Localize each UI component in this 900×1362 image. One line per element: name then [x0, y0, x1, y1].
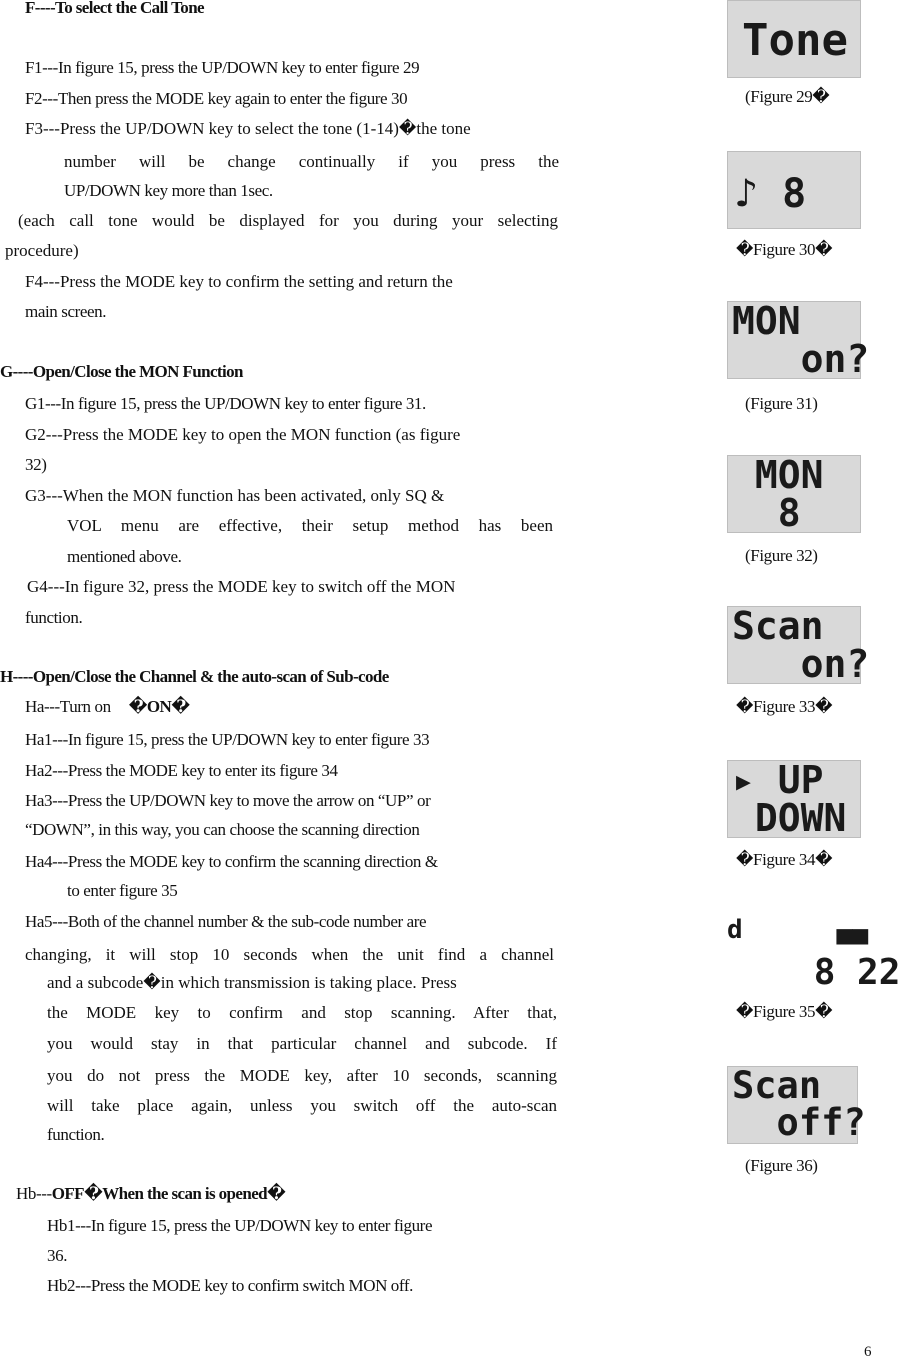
figure-32-lcd-line2: 8 — [732, 491, 801, 535]
step-g4-line1: G4---In figure 32, press the MODE key to switch off the MON — [27, 577, 456, 596]
figure-35-lcd-line1: d ▄▄ — [727, 915, 868, 945]
figure-33-lcd-line1: Scan — [732, 604, 824, 648]
step-f4-line1: F4---Press the MODE key to confirm the setting and return the — [25, 272, 453, 291]
step-hb-title: OFF�When the scan is opened� — [51, 1184, 286, 1203]
step-hb-label: Hb--- — [16, 1184, 52, 1203]
figure-34-lcd-line2: DOWN — [732, 796, 847, 840]
figure-34-caption: �Figure 34� — [736, 850, 833, 869]
section-f-heading: F----To select the Call Tone — [25, 0, 204, 17]
step-f4-line2: main screen. — [25, 302, 107, 321]
figure-31-caption: (Figure 31) — [745, 394, 818, 413]
figure-36-lcd — [727, 1064, 866, 1144]
note-line2: procedure) — [5, 241, 79, 260]
step-ha5-line8: function. — [47, 1125, 105, 1144]
step-ha5-line7: will take place again, unless you switch off the auto-scan — [47, 1096, 557, 1115]
step-hb2: Hb2---Press the MODE key to confirm switch MON off. — [47, 1276, 413, 1295]
step-g3-line3: mentioned above. — [67, 547, 182, 566]
figure-35-lcd-line2: 8 22 — [727, 952, 900, 993]
figure-31-lcd — [727, 299, 870, 381]
step-g3-line2: VOL menu are effective, their setup method has been — [67, 516, 553, 535]
step-ha — [25, 697, 190, 717]
figure-32-lcd — [727, 455, 861, 533]
step-ha3-line2: “DOWN”, in this way, you can choose the scanning direction — [25, 820, 420, 839]
figure-34-lcd — [727, 760, 861, 838]
step-ha3-line1: Ha3---Press the UP/DOWN key to move the arrow on “UP” or — [25, 791, 431, 810]
step-ha2: Ha2---Press the MODE key to enter its figure 34 — [25, 761, 338, 780]
step-ha-label: Ha---Turn on — [25, 697, 111, 716]
step-f1: F1---In figure 15, press the UP/DOWN key to enter figure 29 — [25, 58, 420, 77]
step-hb1-line1: Hb1---In figure 15, press the UP/DOWN key to enter figure — [47, 1216, 433, 1235]
figure-35-caption: �Figure 35� — [736, 1002, 833, 1021]
step-ha4-line2: to enter figure 35 — [67, 881, 178, 900]
step-ha5-line3: and a subcode�in which transmission is taking place. Press — [47, 973, 457, 992]
figure-29-caption: (Figure 29� — [745, 87, 830, 106]
step-ha5-line4: the MODE key to confirm and stop scanning. After that, — [47, 1003, 557, 1022]
figure-32-lcd-line1: MON — [732, 453, 824, 497]
step-f2: F2---Then press the MODE key again to enter the figure 30 — [25, 89, 408, 108]
step-ha5-line1: Ha5---Both of the channel number & the sub-code number are — [25, 912, 427, 931]
figure-36-caption: (Figure 36) — [745, 1156, 818, 1175]
step-ha5-line2: changing, it will stop 10 seconds when the unit find a channel — [25, 945, 554, 964]
step-f3-line3: UP/DOWN key more than 1sec. — [64, 181, 273, 200]
step-g1: G1---In figure 15, press the UP/DOWN key to enter figure 31. — [25, 394, 426, 413]
step-ha1: Ha1---In figure 15, press the UP/DOWN key to enter figure 33 — [25, 730, 430, 749]
step-g2-line1: G2---Press the MODE key to open the MON function (as figure — [25, 425, 461, 444]
figure-30-lcd-text: ♪ 8 — [734, 171, 807, 217]
note-line1: (each call tone would be displayed for you during your selecting — [18, 211, 558, 230]
step-ha-on: �ON� — [128, 697, 190, 716]
step-hb1-line2: 36. — [47, 1246, 68, 1265]
step-f3-line2: number will be change continually if you press the — [64, 152, 559, 171]
step-ha4-line1: Ha4---Press the MODE key to confirm the scanning direction & — [25, 852, 438, 871]
figure-33-lcd-line2: on? — [732, 642, 870, 686]
figure-29-lcd — [727, 0, 861, 78]
figure-31-lcd-line1: MON — [732, 299, 801, 343]
section-h-heading: H----Open/Close the Channel & the auto-scan of Sub-code — [0, 667, 389, 686]
step-ha5-line5: you would stay in that particular channel and subcode. If — [47, 1034, 557, 1053]
figure-29-lcd-text: Tone — [742, 15, 848, 66]
figure-32-caption: (Figure 32) — [745, 546, 818, 565]
step-ha5-line6: you do not press the MODE key, after 10 seconds, scanning — [47, 1066, 557, 1085]
step-f3-line1: F3---Press the UP/DOWN key to select the tone (1-14)�the tone — [25, 119, 471, 138]
figure-30-caption: �Figure 30� — [736, 240, 833, 259]
figure-33-lcd — [727, 604, 870, 686]
figure-36-lcd-line1: Scan — [732, 1064, 822, 1107]
figure-34-lcd-line1: ▸ UP — [732, 758, 824, 802]
step-hb — [16, 1184, 285, 1204]
step-g4-line2: function. — [25, 608, 83, 627]
step-g2-line2: 32) — [25, 455, 47, 474]
figure-31-lcd-line2: on? — [732, 337, 870, 381]
section-g-heading: G----Open/Close the MON Function — [0, 362, 243, 381]
figure-30-lcd — [727, 151, 861, 229]
figure-35-lcd — [725, 913, 900, 993]
figure-36-lcd-line2: off? — [732, 1101, 866, 1144]
step-g3-line1: G3---When the MON function has been activated, only SQ & — [25, 486, 445, 505]
page-number: 6 — [864, 1344, 872, 1360]
figure-33-caption: �Figure 33� — [736, 697, 833, 716]
